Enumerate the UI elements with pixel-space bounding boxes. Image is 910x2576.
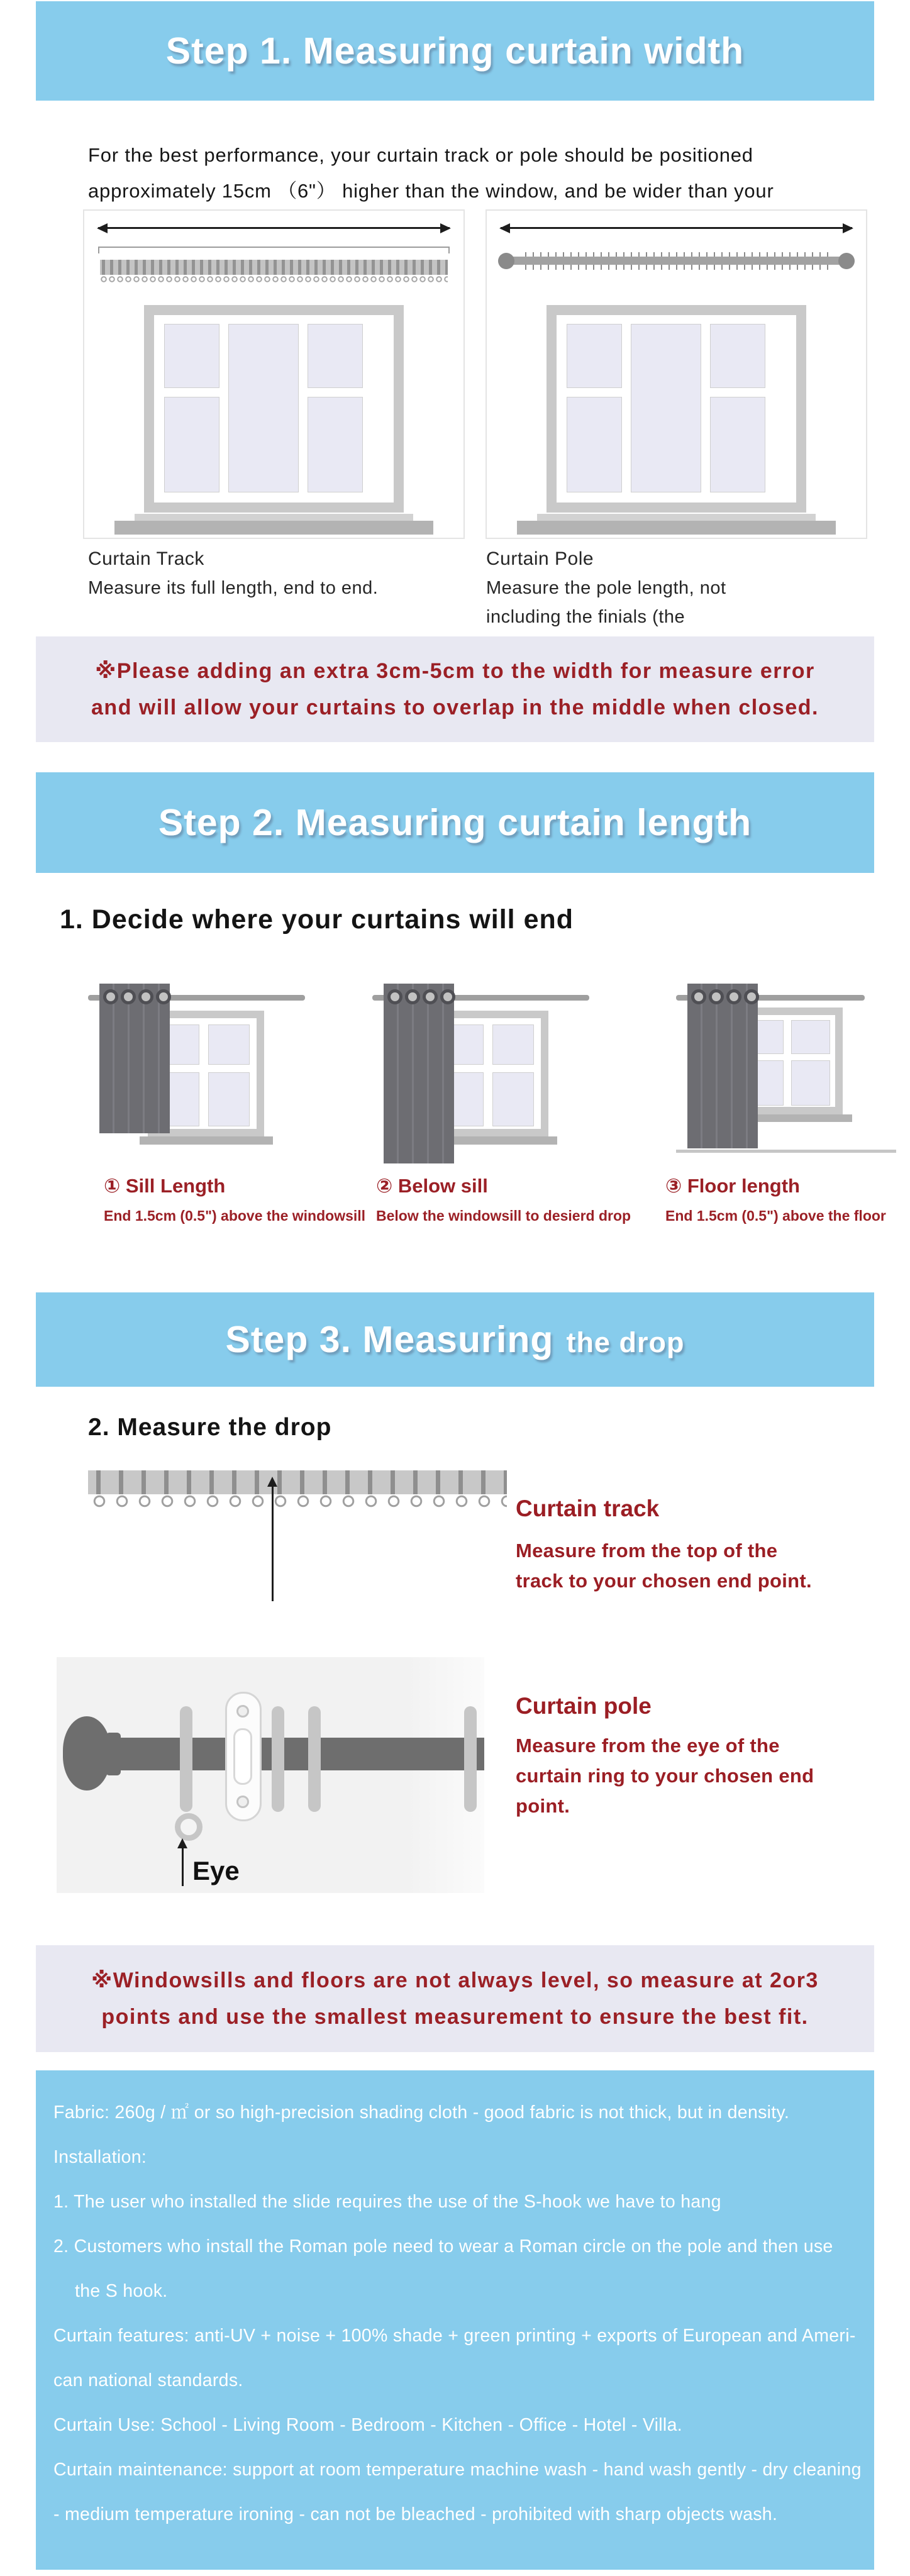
step2-header-band — [36, 772, 874, 873]
track-drop-diagram — [88, 1470, 507, 1604]
windowsill-ledge — [114, 521, 433, 535]
product-details-footer — [36, 2070, 874, 2570]
drop-measure-arrow-icon — [272, 1485, 274, 1601]
curtain-track-caption-body: Measure its full length, end to end. — [88, 578, 379, 598]
drop-note-line1: ※Windowsills and floors are not always level, so measure at 2or3 — [91, 1968, 819, 1992]
grommet-icon — [691, 989, 706, 1004]
track-drop-line1: Measure from the top of the — [516, 1540, 778, 1562]
floor-length-illustration — [676, 976, 896, 1172]
curtain-panel — [99, 984, 170, 1133]
floor-line — [676, 1150, 896, 1153]
circled-3-icon: ③ — [665, 1175, 682, 1197]
pole-finial-left — [498, 253, 514, 269]
pole-finial — [63, 1716, 111, 1790]
footer-install-2b: the S hook. — [75, 2281, 168, 2301]
step3-header-band — [36, 1292, 874, 1387]
track-drop-title: Curtain track — [516, 1496, 660, 1521]
eye-label: Eye — [192, 1856, 240, 1885]
width-measure-note — [36, 636, 874, 742]
width-double-arrow-icon — [501, 227, 852, 229]
below-sill-desc: Below the windowsill to desierd drop — [376, 1208, 631, 1224]
step3-title-sub: the drop — [566, 1326, 685, 1358]
grommet-icon — [405, 989, 420, 1004]
curtain-ring — [464, 1706, 477, 1812]
footer-maintenance-2: - medium temperature ironing - can not be bleached - prohibited with sharp objects wash. — [53, 2504, 778, 2524]
curtain-track-diagram — [83, 209, 465, 539]
grommet-icon — [138, 989, 153, 1004]
grommet-icon — [156, 989, 171, 1004]
window-illustration — [547, 305, 806, 513]
circled-1-icon: ① — [104, 1175, 121, 1197]
footer-installation: Installation: — [53, 2147, 147, 2167]
sill-length-illustration — [88, 976, 308, 1172]
grommet-icon — [744, 989, 759, 1004]
pole-drop-diagram — [57, 1657, 484, 1893]
curtain-pole-bar — [116, 1738, 484, 1770]
grommet-icon — [726, 989, 741, 1004]
window-illustration — [144, 305, 404, 513]
ring-eye — [175, 1813, 203, 1841]
step2-title: Step 2. Measuring curtain length — [158, 802, 752, 843]
screw-icon — [236, 1796, 249, 1808]
sill-length-title: Sill Length — [125, 1175, 226, 1197]
curtain-pole-caption-title: Curtain Pole — [486, 548, 594, 569]
pole-drop-line1: Measure from the eye of the — [516, 1735, 780, 1757]
footer-install-1: 1. The user who installed the slide requires the use of the S-hook we have to hang — [53, 2192, 721, 2212]
windowsill-ledge — [517, 521, 836, 535]
curtain-panel — [384, 984, 454, 1163]
curtain-track-hooks — [88, 1494, 507, 1509]
step1-intro-line1: For the best performance, your curtain track or pole should be positioned — [88, 144, 753, 166]
footer-use: Curtain Use: School - Living Room - Bedroom - Kitchen - Office - Hotel - Villa. — [53, 2415, 682, 2435]
grommet-icon — [103, 989, 118, 1004]
track-drop-line2: track to your chosen end point. — [516, 1570, 812, 1592]
step3-title-main: Step 3. Measuring — [225, 1319, 554, 1360]
track-drop-text — [516, 1536, 812, 1596]
grommet-icon — [423, 989, 438, 1004]
curtain-pole-diagram — [486, 209, 867, 539]
footer-install-2: 2. Customers who install the Roman pole need to wear a Roman circle on the pole and then use — [53, 2236, 833, 2257]
pole-bracket — [225, 1692, 262, 1821]
footer-features-2: can national standards. — [53, 2370, 243, 2390]
pole-drop-line3: point. — [516, 1795, 570, 1817]
curtain-track-rail — [88, 1470, 507, 1494]
pole-drop-title: Curtain pole — [516, 1693, 652, 1719]
drop-measure-note — [36, 1945, 874, 2052]
measure-bracket — [98, 247, 450, 253]
windowsill — [140, 1136, 273, 1145]
width-double-arrow-icon — [98, 227, 450, 229]
curtain-track-caption — [88, 545, 378, 602]
curtain-ring — [308, 1706, 321, 1812]
below-sill-title: Below sill — [397, 1175, 488, 1197]
curtain-panel — [687, 984, 758, 1148]
below-sill-caption — [376, 1175, 631, 1224]
screw-icon — [236, 1705, 249, 1718]
pole-drop-line2: curtain ring to your chosen end — [516, 1765, 814, 1787]
step3-heading: 2. Measure the drop — [88, 1414, 332, 1441]
step2-heading: 1. Decide where your curtains will end — [60, 904, 574, 935]
curtain-track-caption-title: Curtain Track — [88, 548, 204, 569]
floor-length-desc: End 1.5cm (0.5") above the floor — [665, 1208, 886, 1224]
eye-pointer-arrow-icon — [182, 1847, 184, 1886]
footer-maintenance: Curtain maintenance: support at room temperature machine wash - hand wash gently - dry cleaning — [53, 2460, 862, 2480]
step1-intro-line2: approximately 15cm （6"） higher than the window, and be wider than your — [88, 180, 774, 202]
drop-note-line2: points and use the smallest measurement to ensure the best fit. — [101, 2005, 809, 2029]
curtain-pole-caption-body1: Measure the pole length, not — [486, 578, 726, 598]
floor-length-caption — [665, 1175, 886, 1224]
circled-2-icon: ② — [376, 1175, 393, 1197]
pole-drop-text — [516, 1731, 814, 1821]
curtain-track-rail — [100, 260, 448, 275]
grommet-icon — [440, 989, 455, 1004]
grommet-icon — [121, 989, 136, 1004]
grommet-icon — [387, 989, 402, 1004]
floor-length-title: Floor length — [687, 1175, 800, 1197]
footer-features: Curtain features: anti-UV + noise + 100% shade + green printing + exports of European and Ameri- — [53, 2326, 856, 2346]
curtain-pole-caption — [486, 545, 726, 631]
curtain-track-hooks — [100, 275, 448, 284]
curtain-pole-bar — [509, 257, 843, 265]
sill-length-desc: End 1.5cm (0.5") above the windowsill — [104, 1208, 366, 1224]
grommet-icon — [709, 989, 724, 1004]
curtain-ring — [272, 1706, 284, 1812]
below-sill-illustration — [372, 976, 592, 1172]
curtain-ring — [180, 1706, 192, 1812]
step1-title: Step 1. Measuring curtain width — [165, 30, 745, 72]
step1-header-band — [36, 1, 874, 101]
sill-length-caption — [104, 1175, 365, 1224]
curtain-pole-caption-body2: including the finials (the — [486, 607, 685, 627]
step1-intro — [88, 137, 862, 209]
width-note-line1: ※Please adding an extra 3cm-5cm to the width for measure error — [95, 659, 815, 683]
pole-finial-right — [838, 253, 855, 269]
footer-fabric: Fabric: 260g / ㎡ or so high-precision shading cloth - good fabric is not thick, but in density. — [53, 2102, 790, 2123]
width-note-line2: and will allow your curtains to overlap in the middle when closed. — [91, 696, 819, 719]
